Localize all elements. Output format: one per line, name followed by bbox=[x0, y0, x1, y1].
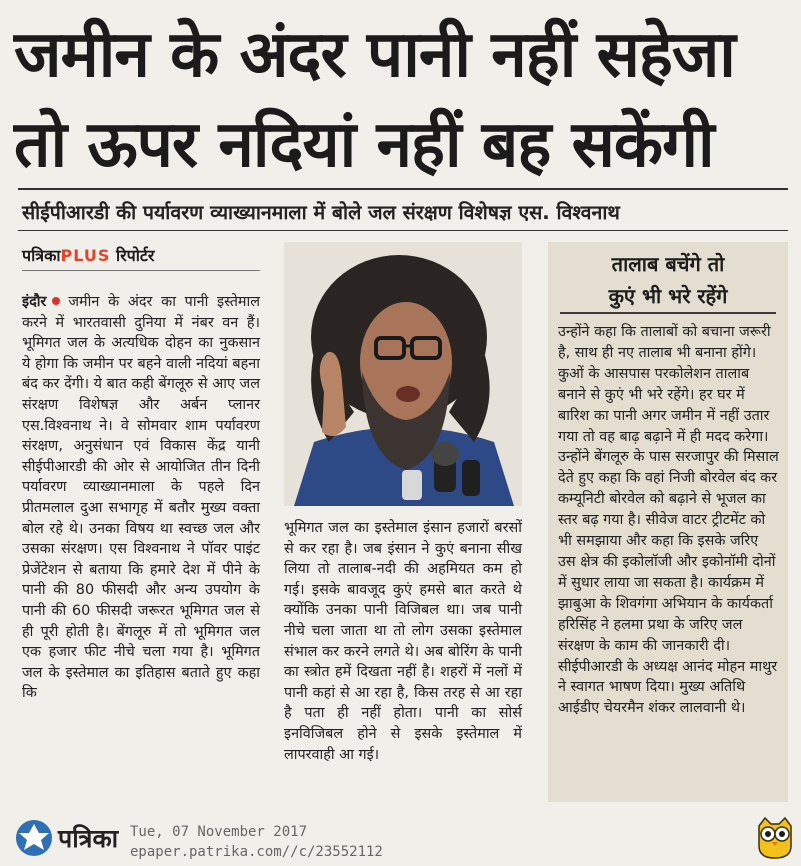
sidebar-rule bbox=[560, 312, 776, 314]
footer-url[interactable]: epaper.patrika.com//c/23552112 bbox=[130, 844, 383, 860]
headline-line-2: तो ऊपर नदियां नहीं बह सकेंगी bbox=[14, 108, 714, 182]
byline-suffix: रिपोर्टर bbox=[115, 246, 155, 265]
patrika-logo-icon bbox=[14, 818, 54, 858]
owl-mascot-icon bbox=[755, 816, 795, 860]
patrika-logo-text: पत्रिका bbox=[58, 824, 119, 853]
byline bbox=[22, 244, 154, 266]
portrait-photo bbox=[284, 242, 522, 506]
dateline-bullet-icon bbox=[52, 297, 60, 305]
sidebar-title-line-2: कुएं भी भरे रहेंगे bbox=[608, 284, 728, 308]
footer-meta bbox=[130, 822, 383, 862]
footer-date: Tue, 07 November 2017 bbox=[130, 824, 308, 840]
byline-prefix: पत्रिका bbox=[22, 246, 61, 265]
headline-line-1: जमीन के अंदर पानी नहीं सहेजा bbox=[14, 18, 735, 92]
byline-rule bbox=[22, 270, 260, 271]
byline-plus: PLUS bbox=[60, 246, 111, 265]
headline-rule bbox=[18, 188, 788, 190]
subheadline: सीईपीआरडी की पर्यावरण व्याख्यानमाला में बोले जल संरक्षण विशेषज्ञ एस. विश्वनाथ bbox=[22, 201, 620, 224]
article-col1-text: जमीन के अंदर का पानी इस्तेमाल करने में भारतवासी दुनिया में नंबर वन हैं। भूमिगत जल के अत्यधिक दोहन का नुकसान ये होगा कि जमीन पर बहने वाली नदियां बहना बंद कर देंगी। ये बात कही बेंगलूरु से आए जल संरक्षण विशेषज्ञ और अर्बन प्लानर एस.विश्वनाथ ने। वे सोमवार शाम पर्यावरण संरक्षण, अनुसंधान एवं विकास केंद्र यानी सीईपीआरडी की ओर से आयोजित तीन दिनी पर्यावरण व्याख्यानमाला के पहले दिन प्रीतमलाल दुआ सभागृह में बतौर मुख्य वक्ता बोल रहे थे। उनका विषय था स्वच्छ जल और उसका संरक्षण। एस विश्वनाथ ने पॉवर पाइंट प्रेजेंटेशन से बताया कि हमारे देश में पीने के पानी की 80 फीसदी और अन्य उपयोग के पानी की 60 फीसदी जरूरत भूमिगत जल से ही पूरी होती है। बेंगलूरु में तो भूमिगत जल एक हजार फीट नीचे चला गया है। भूमिगत जल के इस्तेमाल का इतिहास बताते हुए कहा कि bbox=[22, 294, 260, 702]
subheadline-rule bbox=[18, 230, 788, 231]
sidebar-body: उन्होंने कहा कि तालाबों को बचाना जरूरी है, साथ ही नए तालाब भी बनाना होंगे। कुओं के आसपास परकोलेशन तालाब बनाने से कुएं भी भरे रहेंगे। हर घर में बारिश का पानी अगर जमीन में नहीं उतार गया तो वह बाढ़ बढ़ाने में ही मदद करेगा। उन्होंने बेंगलूरु के पास सरजापुर की मिसाल देते हुए कहा कि वहां निजी बोरवेल बंद कर कम्यूनिटी बोरवेल को बढ़ाने से भूजल का स्तर बढ़ गया है। सीवेज वाटर ट्रीटमेंट को भी समझाया और कहा कि इसके जरिए उस क्षेत्र की इकोलॉजी और इकोनॉमी दोनों में सुधार लाया जा सकता है। कार्यक्रम में झाबुआ के शिवगंगा अभियान के कार्यकर्ता हरिसिंह ने हलमा प्रथा के जरिए जल संरक्षण के काम की जानकारी दी। सीईपीआरडी के अध्यक्ष आनंद मोहन माथुर ने स्वागत भाषण दिया। मुख्य अतिथि आईडीए चेयरमैन शंकर लालवानी थे। bbox=[558, 324, 779, 717]
sidebar-title-line-1: तालाब बचेंगे तो bbox=[611, 252, 725, 276]
dateline: इंदौर bbox=[22, 294, 47, 310]
article-column-2: भूमिगत जल का इस्तेमाल इंसान हजारों बरसों से कर रहा है। जब इंसान ने कुएं बनाना सीख लिया तो तालाब-नदी की अहमियत कम हो गई। इसके बावजूद कुएं हमसे बात करते थे क्योंकि उनका पानी विजिबल था। जब पानी नीचे चला जाता था तो लोग उसका इस्तेमाल संभाल कर करने लगते थे। अब बोरिंग के पानी का स्त्रोत हमें दिखता नहीं है। शहरों में नलों में पानी कहां से आ रहा है, किस तरह से आ रहा है पता ही नहीं होता। पानी का सोर्स इनविजिबल होने से इसके इस्तेमाल में लापरवाही आ गई। bbox=[284, 520, 522, 763]
patrika-logo[interactable] bbox=[14, 816, 118, 860]
portrait-illustration bbox=[284, 242, 522, 506]
article-column-1 bbox=[22, 292, 260, 704]
sidebar-box bbox=[548, 242, 788, 802]
footer-bar bbox=[0, 810, 801, 866]
